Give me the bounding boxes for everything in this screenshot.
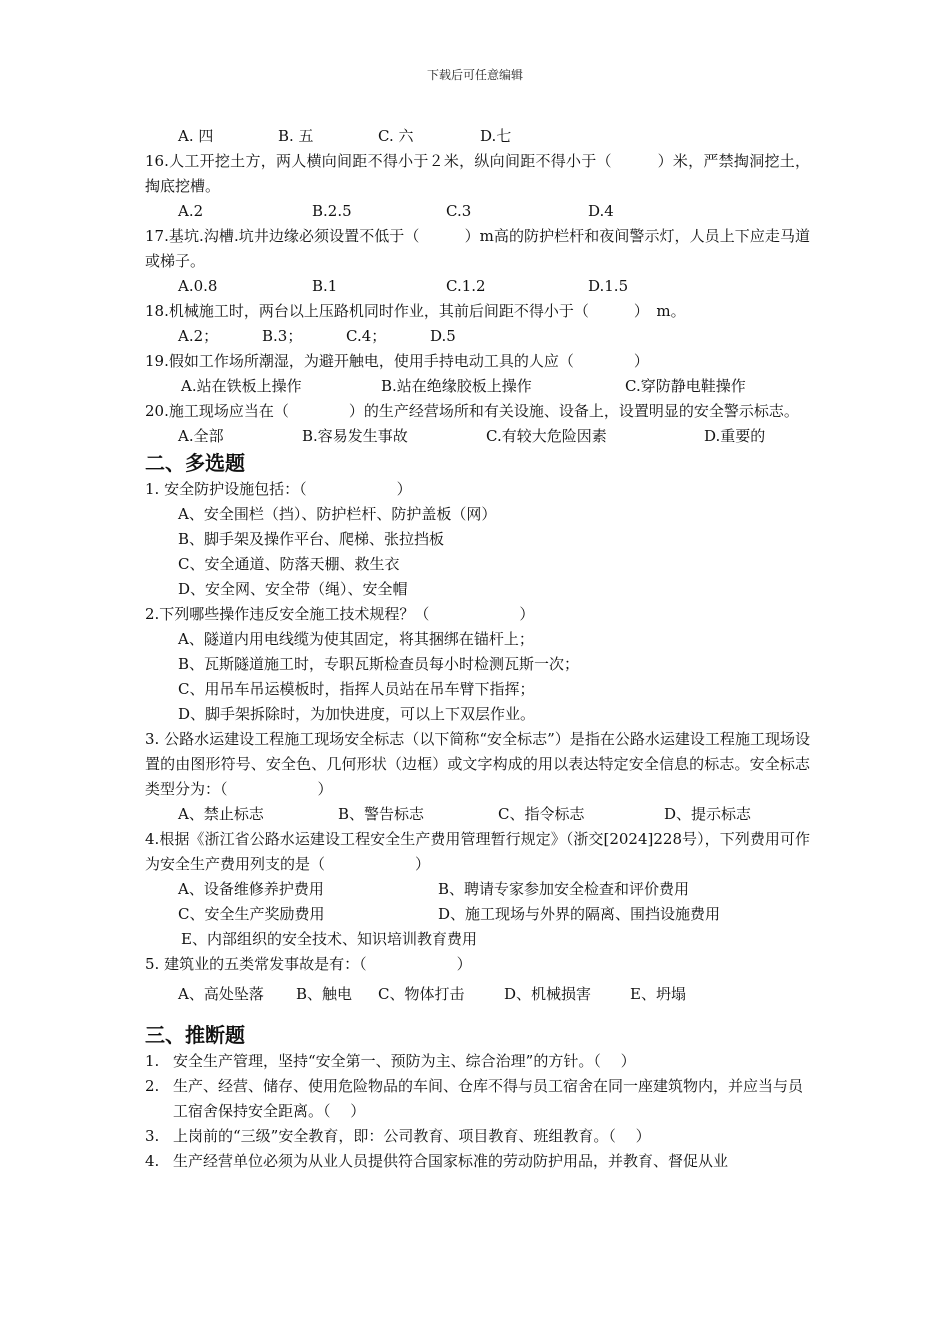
q17-option-c: C.1.2 [446,277,486,295]
tf-item-text: 生产经营单位必须为从业人员提供符合国家标准的劳动防护用品，并教育、督促从业 [173,1152,729,1170]
q17-option-b: B.1 [312,277,338,295]
q15-option-c: C. 六 [378,127,414,145]
m3-option-b: B、警告标志 [338,805,425,823]
m4-option-d: D、施工现场与外界的隔离、围挡设施费用 [438,905,721,923]
tf-item-text: 上岗前的“三级”安全教育，即：公司教育、项目教育、班组教育。（ ） [173,1127,651,1145]
tf-item-text: 生产、经营、储存、使用危险物品的车间、仓库不得与员工宿舍在同一座建筑物内，并应当与员工宿舍保持安全距离。（ ） [173,1077,804,1120]
q18-stem: 18.机械施工时，两台以上压路机同时作业，其前后间距不得小于（ ） m。 [145,302,686,320]
m3-stem: 3. 公路水运建设工程施工现场安全标志（以下简称“安全标志”）是指在公路水运建设工程施工现场设置的由图形符号、安全色、几何形状（边框）或文字构成的用以表达特定安全信息的标志。安全标志类型分为：（ ） [145,730,810,798]
tf-item-2 [145,1074,810,1124]
m4-option-c: C、安全生产奖励费用 [178,905,325,923]
m2-option-b: B、瓦斯隧道施工时，专职瓦斯检查员每小时检测瓦斯一次； [178,655,580,673]
m1-option-a: A、安全围栏（挡）、防护栏杆、防护盖板（网） [178,505,497,523]
m5-option-c: C、物体打击 [378,985,465,1003]
m4-option-a: A、设备维修养护费用 [178,880,324,898]
q17-option-a: A.0.8 [178,277,218,295]
q18-option-d: D.5 [430,327,456,345]
q15-option-d: D.七 [480,127,512,145]
q16-option-d: D.4 [588,202,614,220]
q17-option-d: D.1.5 [588,277,629,295]
m3-option-a: A、禁止标志 [178,805,264,823]
q19-option-b: B.站在绝缘胶板上操作 [381,377,532,395]
tf-item-4 [145,1149,810,1174]
q20-option-a: A.全部 [178,427,224,445]
q20-stem: 20.施工现场应当在（ ）的生产经营场所和有关设施、设备上，设置明显的安全警示标志。 [145,402,799,420]
m1-option-c: C、安全通道、防落天棚、救生衣 [178,555,400,573]
m3-option-c: C、指令标志 [498,805,585,823]
q18-options [145,324,810,349]
q15-option-b: B. 五 [278,127,314,145]
q16-option-a: A.2 [178,202,204,220]
m4-options-row2 [145,902,810,927]
q20-options [145,424,810,449]
m2-option-a: A、隧道内用电线缆为使其固定，将其捆绑在锚杆上； [178,630,534,648]
q19-option-a: A.站在铁板上操作 [181,377,302,395]
tf-item-number: 4. [145,1152,160,1170]
m2-stem: 2.下列哪些操作违反安全施工技术规程？（ ） [145,605,535,623]
m4-option-e: E、内部组织的安全技术、知识培训教育费用 [181,930,477,948]
q19-stem: 19.假如工作场所潮湿，为避开触电，使用手持电动工具的人应（ ） [145,352,649,370]
m3-options [145,802,810,827]
m5-stem: 5. 建筑业的五类常发事故是有：（ ） [145,955,472,973]
m1-option-d: D、安全网、安全带（绳）、安全帽 [178,580,408,598]
q18-option-c: C.4； [346,327,387,345]
document-body [145,124,810,1174]
tf-item-text: 安全生产管理，坚持“安全第一、预防为主、综合治理”的方针。（ ） [173,1052,636,1070]
q20-option-b: B.容易发生事故 [302,427,408,445]
q17-options [145,274,810,299]
m4-stem: 4.根据《浙江省公路水运建设工程安全生产费用管理暂行规定》（浙交[2024]228号），下列费用可作为安全生产费用列支的是（ ） [145,830,810,873]
m5-option-d: D、机械损害 [504,985,592,1003]
m3-option-d: D、提示标志 [664,805,752,823]
tf-item-3 [145,1124,810,1149]
m5-options [145,982,810,1007]
tf-item-1 [145,1049,810,1074]
tf-item-number: 1. [145,1052,160,1070]
section3-title: 三、推断题 [145,1023,245,1047]
page-header: 下载后可任意编辑 [426,68,523,82]
q16-stem: 16.人工开挖土方，两人横向间距不得小于２米，纵向间距不得小于（ ）米，严禁掏洞挖土，掏底挖槽。 [145,152,810,195]
m5-option-a: A、高处坠落 [178,985,264,1003]
q16-options [145,199,810,224]
q17-stem: 17.基坑.沟槽.坑井边缘必须设置不低于（ ）m高的防护栏杆和夜间警示灯，人员上下应走马道或梯子。 [145,227,810,270]
m1-stem: 1. 安全防护设施包括：（ ） [145,480,412,498]
q18-option-b: B.3； [262,327,303,345]
q20-option-c: C.有较大危险因素 [486,427,607,445]
q19-option-c: C.穿防静电鞋操作 [625,377,746,395]
m4-option-b: B、聘请专家参加安全检查和评价费用 [438,880,690,898]
m1-option-b: B、脚手架及操作平台、爬梯、张拉挡板 [178,530,445,548]
q16-option-b: B.2.5 [312,202,352,220]
m2-option-c: C、用吊车吊运模板时，指挥人员站在吊车臂下指挥； [178,680,535,698]
q18-option-a: A.2； [178,327,219,345]
m4-options-row1 [145,877,810,902]
m5-option-b: B、触电 [296,985,353,1003]
tf-item-number: 3. [145,1127,160,1145]
q15-options [145,124,810,149]
q19-options [145,374,810,399]
tf-item-number: 2. [145,1077,160,1095]
q16-option-c: C.3 [446,202,472,220]
m5-option-e: E、坍塌 [630,985,686,1003]
q20-option-d: D.重要的 [704,427,766,445]
m2-option-d: D、脚手架拆除时，为加快进度，可以上下双层作业。 [178,705,536,723]
section2-title: 二、多选题 [145,451,245,475]
q15-option-a: A. 四 [178,127,214,145]
